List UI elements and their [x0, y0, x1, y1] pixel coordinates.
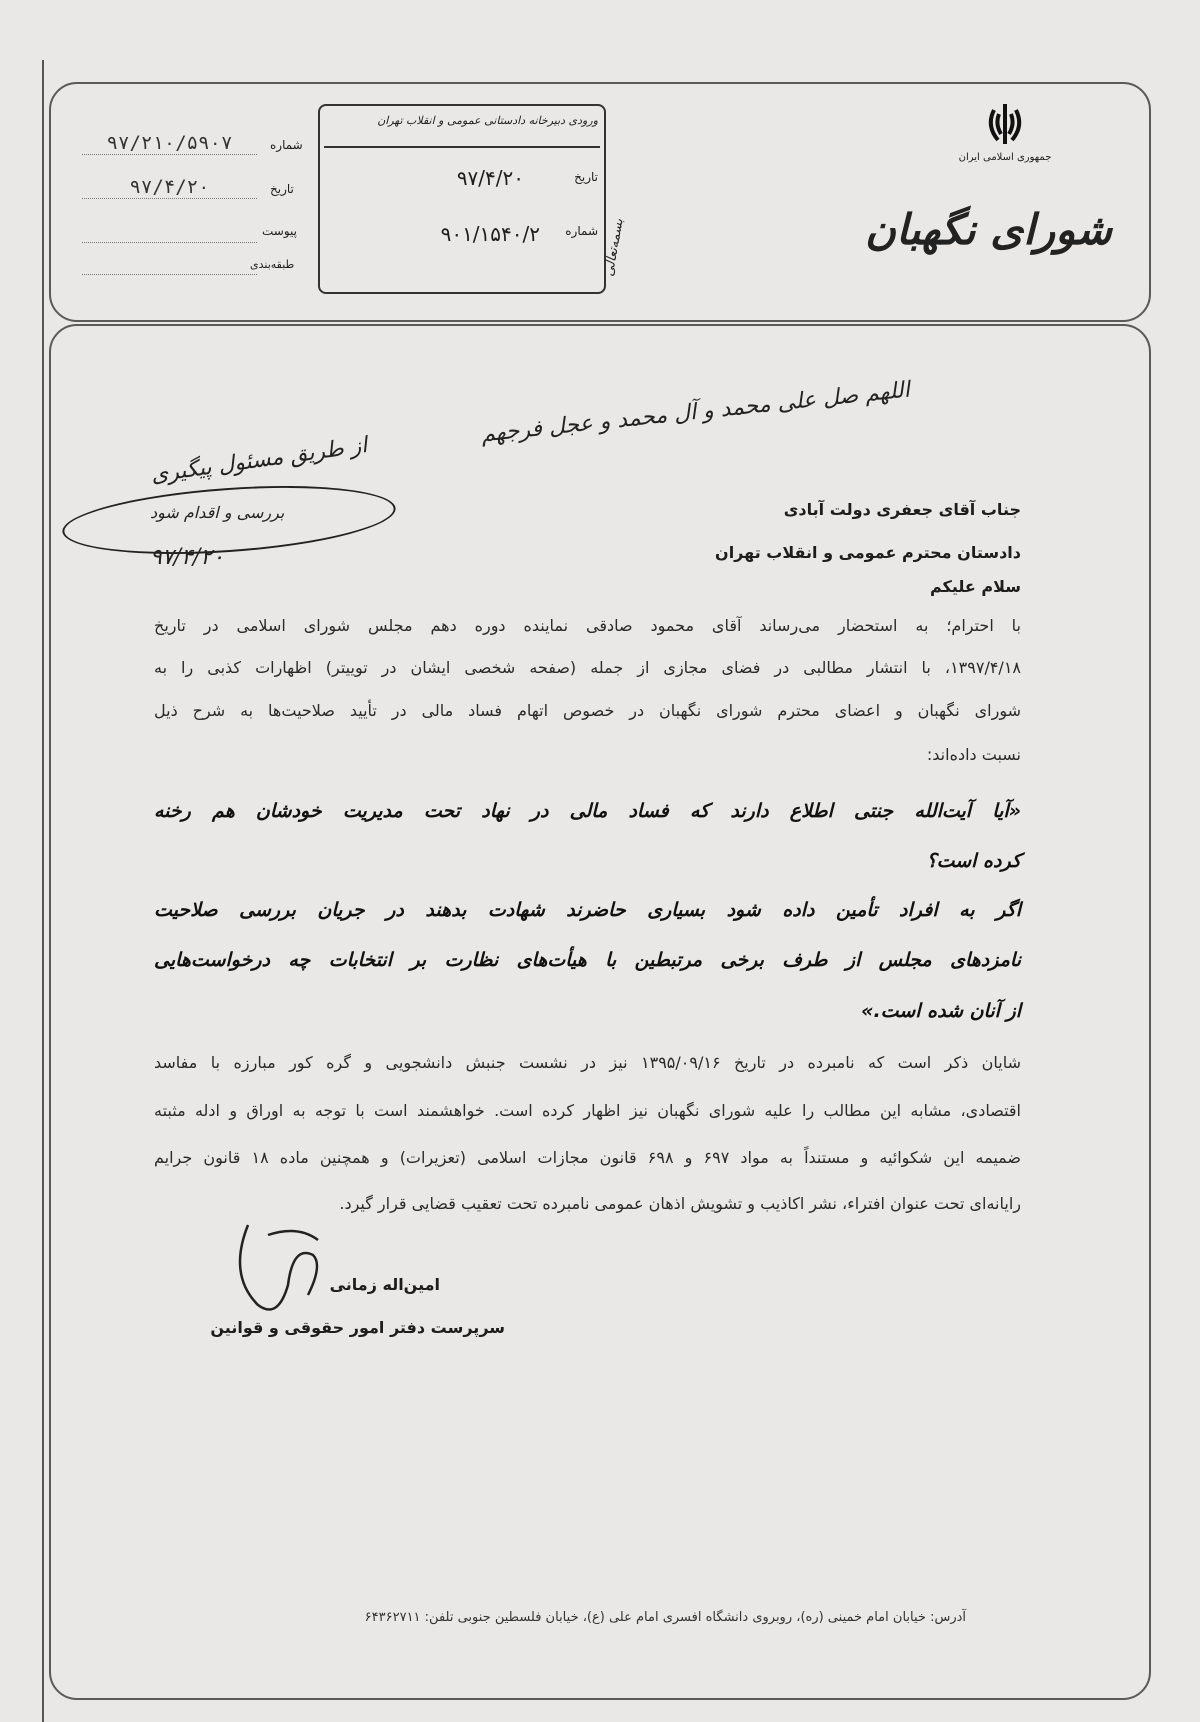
field-attachment-value [82, 220, 257, 243]
field-attachment-label: پیوست [262, 224, 297, 238]
stamp-number-label: شماره [565, 224, 598, 238]
field-number-label: شماره [270, 138, 303, 152]
handwritten-note: بررسی و اقدام شود [150, 503, 285, 522]
greeting: سلام علیکم [929, 577, 1021, 596]
addressee-title: دادستان محترم عمومی و انقلاب تهران [715, 543, 1021, 562]
quote-line: «آیا آیت‌الله جنتی اطلاع دارند که فساد مالی در نهاد تحت مدیریت خودشان هم رخنه [154, 800, 1021, 822]
paragraph2-line: شایان ذکر است که نامبرده در تاریخ ۱۳۹۵/۰۹/۱۶ نیز در نشست جنبش دانشجویی و گره کور مبارزه با مفاسد [154, 1053, 1021, 1072]
stamp-divider [324, 146, 600, 148]
field-number-value: ۹۷/۲۱۰/۵۹۰۷ [82, 132, 257, 155]
addressee-name: جناب آقای جعفری دولت آبادی [783, 500, 1021, 519]
invocation-calligraphy: اللهم صل علی محمد و آل محمد و عجل فرجهم [479, 377, 911, 448]
bismihi-label: بسمه‌تعالی [601, 217, 627, 278]
quote-line: نامزدهای مجلس از طرف برخی مرتبطین با هیأت‌های نظارت بر انتخابات چه درخواست‌هایی [154, 949, 1021, 971]
stamp-date: ۹۷/۴/۲۰ [456, 166, 524, 190]
quote-line: از آنان شده است.» [861, 1000, 1021, 1022]
signatory-name: امین‌اله زمانی [329, 1275, 440, 1294]
incoming-stamp [318, 104, 606, 294]
paragraph2-line: ضمیمه این شکوائیه و مستنداً به مواد ۶۹۷ و ۶۹۸ قانون مجازات اسلامی (تعزیرات) و همچنین ماده ۱۸ قانون جرایم [154, 1148, 1021, 1167]
signature-mark [228, 1215, 328, 1329]
emblem-icon [982, 100, 1028, 150]
field-date-label: تاریخ [270, 182, 294, 196]
paragraph2-line: اقتصادی، مشابه این مطالب را علیه شورای نگهبان نیز اظهار کرده است. خواهشمند است با توجه به اوراق و ادله مثبته [154, 1101, 1021, 1120]
field-classification-label: طبقه‌بندی [250, 258, 295, 271]
signatory-title: سرپرست دفتر امور حقوقی و قوانین [210, 1318, 505, 1337]
handwritten-date: ۹۷/۴/۲۰ [150, 545, 224, 570]
handwritten-note: از طریق مسئول پیگیری [149, 432, 369, 489]
field-classification-value [82, 252, 257, 275]
paragraph2-line: رایانه‌ای تحت عنوان افتراء، نشر اکاذیب و تشویش اذهان عمومی نامبرده تحت تعقیب قضایی قرار گیرد. [339, 1194, 1021, 1213]
stamp-title: ورودی دبیرخانه دادستانی عمومی و انقلاب تهران [377, 114, 598, 127]
field-date-value: ۹۷/۴/۲۰ [82, 176, 257, 199]
emblem-caption: جمهوری اسلامی ایران [958, 152, 1052, 163]
org-name-logo: شورای نگهبان [865, 205, 1112, 254]
page-edge [42, 60, 44, 1722]
stamp-date-label: تاریخ [574, 170, 598, 184]
stamp-number: ۹۰۱/۱۵۴۰/۲ [440, 222, 540, 246]
quote-line: کرده است؟ [926, 850, 1021, 872]
footer-address: آدرس: خیابان امام خمینی (ره)، روبروی دانشگاه افسری امام علی (ع)، خیابان فلسطین جنوبی تلفن: ۶۴۳۶۲۷۱۱ [364, 1610, 966, 1625]
paragraph1-line: ۱۳۹۷/۴/۱۸، با انتشار مطالبی در فضای مجازی از جمله (صفحه شخصی ایشان در توییتر) اظهارات کذبی را به [154, 658, 1021, 677]
paragraph1-line: شورای نگهبان و اعضای محترم شورای نگهبان در خصوص اتهام فساد مالی در تأیید صلاحیت‌ها به شرح ذیل [154, 701, 1021, 720]
paragraph1-line: نسبت داده‌اند: [926, 745, 1021, 764]
paragraph1-line: با احترام؛ به استحضار می‌رساند آقای محمود صادقی نماینده دوره دهم مجلس شورای اسلامی در تاریخ [154, 616, 1021, 635]
quote-line: اگر به افراد تأمین داده شود بسیاری حاضرند شهادت بدهند در جریان بررسی صلاحیت [154, 899, 1021, 921]
